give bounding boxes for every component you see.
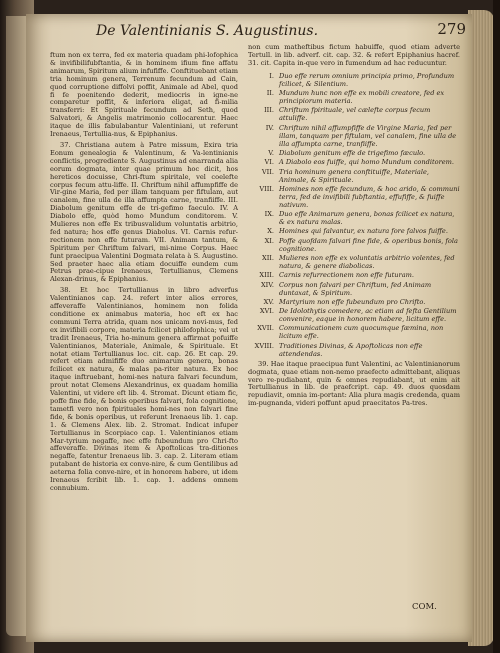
item-number: XVII. (257, 324, 274, 333)
item-text: Mulieres non effe ex voluntatis arbitrio volentes, fed natura, & genere diabolicas. (279, 253, 455, 270)
list-item (248, 342, 460, 358)
item-number: XV. (263, 297, 274, 306)
item-number: XVI. (259, 307, 274, 316)
item-text: A Diabolo eos fuiffe, qui homo Mundum conditorem. (279, 158, 454, 167)
right-column (248, 44, 460, 408)
list-item (248, 237, 460, 253)
item-text: Chriftum nihil affumpfiffe de Virgine Maria, fed per illam, tanquam per fiftulam, vel canalem, fine ulla de illa affumpta carne, tranfiiffe. (279, 123, 457, 148)
paragraph: non cum matheftibus fictum habuiffe, quod etiam adverte Tertull. in lib. adverf. cit. cap. 32. & refert Epiphanius hacref. 31. cit. Capita in-que vero in fumendum ad hac reducuntur. (248, 43, 460, 67)
item-number: VIII. (259, 184, 274, 193)
item-number: IV. (265, 123, 274, 132)
left-column (50, 52, 238, 493)
item-text: Duo effe rerum omnium principia primo, Profundum fcilicet, & Silentium. (279, 71, 455, 88)
error-list (248, 72, 460, 358)
item-number: X. (267, 227, 274, 236)
item-text: Traditiones Divinas, & Apoftolicas non effe attendendas. (279, 341, 423, 358)
item-number: XIV. (260, 280, 274, 289)
list-item (248, 210, 460, 226)
list-item (248, 227, 460, 235)
list-item (248, 254, 460, 270)
item-number: XIII. (259, 271, 274, 280)
item-text: Tria hominum genera conftituiffe, Materiale, Animale, & Spirituale. (279, 167, 429, 184)
paragraph: 38. Et hoc Tertullianus in libro adverfus Valentinianos cap. 24. refert inter alios errores, affeveraffe Valentinianos, hominem non folida conditione ex animabus materia, hoc eft ex hac communi Terra atrida, quam nos unicam novi-mus, fed ex invifibili corpore, materia fcilicet philofophica; vel ut tradit Irenaeus, Tria ho-minum genera affirmat pofuiffe Valentinianos, Materiale, Animale, & Spirituale. Et notat etiam Tertullianus loc. cit. cap. 26. Et cap. 29. refert etiam admififfe duo animarum genera, bonas fcilicet ex natura, & malas pa-riter natura. Ex hoc itaque inftruebant, homi-nes natura falvari fecundum, prout notat Clemens Alexandrinus, ex quadam homilia Valentini, ut videre eft lib. 4. Stromat. Dicunt etiam fic, poffe fine fide, & bonis operibus falvari, fola cognitione, tametfi vero non fpirituales homi-nes non falvari fine fide, & bonis operibus, ut referunt Irenaeus lib. 1. cap. 1. & Clemens Alex. lib. 2. Stromat. Indicat infuper Tertullianus in Scorpiaco cap. 1. Valentinianos etiam Mar-tyrium negaffe, nec effe fubeundum pro Chri-fto affeveraffe. Divinas item & Apoftolicas tra-ditiones negaffe, fatentur Irenaeus lib. 3. cap. 2. Literam etiam putabant de historia ex conve-nire, & cum Gentilibus ad aeterna folia conve-nire, et in honorem habere, ut idem Irenaeus fcribit lib. 1. cap. 1. addens omnem connubium. (50, 286, 238, 492)
item-text: Homines non effe fecundum, & hoc arido, & communi terra, fed de invifibili fubftantia, effufiffe, & fuiffe nativum. (279, 184, 460, 209)
item-number: VI. (264, 158, 274, 167)
item-text: Duo effe Animarum genera, bonas fcilicet ex natura, & ex natura malas. (279, 210, 455, 227)
item-number: XVIII. (254, 341, 274, 350)
paragraph: ftum non ex terra, fed ex materia quadam phi-lofophica & invifibilifubftantia, & in hominem ifium fine affatu animarum, Spiritum alium infufiffe. Conftituebant etiam tria hominum genera, Terrenum fecundum ad Cain, quod corruptione diffolvi poffit, Animale ad Abel, quod fi fe poenitendo dederit, mediocris in igne-ne comparetur poffit, & inferiora eligat, ad fi-milia transferri: Et Spirituale fecundum ad Seth, quod Salvatori, & Angelis matrimonio collocarentur. Haec itaque de illis fabulabantur Valentiniani, ut referunt Irenaeus, Tertullia-nus, & Epiphanius. (50, 51, 238, 139)
list-item (248, 185, 460, 209)
paragraph: 37. Christiana autem à Patre missum, Exira tria Eonum genealogia & Valentinum, & Va-lentinianis conflictis, progrediente S. Augustinus ad enarranda alia eorum dogmata, inter quae primum hoc dicit, hos hereticos docuisse, Chri-ftum spiritale, vel coelefte corpus fecum attu-liffe. II. Chriftum nihil affumpfiffe de Vir-gine Maria, fed per illam tanquam per fiftulam, aut canalem, fine ulla de illa affumpta carne, tranfiiffe. III. Diabolum genitum effe de tri-gefimo faeculo. IV. A Diabolo effe, quòd homo Mundum conditorem. V. Mulieres non effe Ex tribusvalidum voluntatis arbitrio, fed natura; hos effe genus Diabolus. VI. Carnis refur-rectionem non effe futuram. VII. Animam tantum, & Spiritum per Chriftum falvari, mi-nime Corpus. Haec funt praecipua Valentini Dogmata relata à S. Augustino. Sed praeter haec alia etiam docuiffe eundem cum Petrus prae-cipue Irenaeus, Tertullianus, Clemens Alexan-drinus, & Epiphanius. (50, 140, 238, 284)
list-item (248, 281, 460, 297)
item-number: XII. (262, 253, 274, 262)
list-item (248, 298, 460, 306)
item-number: I. (269, 71, 274, 80)
list-item (248, 158, 460, 166)
book-cover-edge (493, 0, 500, 653)
item-number: II. (266, 89, 274, 98)
book-page (26, 14, 472, 642)
item-text: Communicationem cum quocumque fæmina, non licitum effe. (279, 324, 444, 341)
list-item (248, 168, 460, 184)
paragraph: 39. Hae itaque praecipua funt Valentini, ac Valentinianorum dogmata, quae etiam non-nemo praefecto admittebant, aliquas vero re-pudiabant, quin & omnes repudiabant, ut enim ait Tertullianus in lib. de praefcript. cap. 49. duos quosdam repudiavit, omnia im-portant: Alia plura magis credenda, quam im-pugnanda, videri poffunt apud praecitatos Pa-tres. (248, 359, 460, 408)
item-number: IX. (264, 210, 274, 219)
list-item (248, 89, 460, 105)
item-text: De Idolothytis comedere, ac etiam ad fefta Gentilium convenire, eaque in honorem habere, licitum effe. (279, 307, 457, 324)
item-text: Poffe quofdam falvari fine fide, & operibus bonis, fola cognitione. (279, 236, 458, 253)
item-text: Diabolum genitum effe de trigefimo fæculo. (279, 148, 426, 157)
list-item (248, 72, 460, 88)
running-head (96, 20, 466, 42)
item-text: Homines qui falvantur, ex natura fore falvos fuiffe. (279, 227, 448, 236)
list-item (248, 307, 460, 323)
running-head-title: De Valentinianis S. Augustinus. (96, 23, 319, 39)
page-number: 279 (437, 20, 466, 38)
item-text: Carnis refurrectionem non effe futuram. (279, 271, 414, 280)
item-text: Mundum hunc non effe ex mobili creatore, fed ex principiorum materia. (279, 89, 445, 106)
item-number: VII. (261, 167, 274, 176)
catchword: COM. (412, 602, 437, 612)
item-text: Chriftum fpirituale, vel cælefte corpus fecum attuliffe. (279, 106, 431, 123)
item-number: XI. (264, 236, 274, 245)
list-item (248, 124, 460, 148)
list-item (248, 149, 460, 157)
list-item (248, 324, 460, 340)
list-item (248, 271, 460, 279)
item-number: III. (264, 106, 274, 115)
item-text: Corpus non falvari per Chriftum, fed Animam duntaxat, & Spiritum. (279, 280, 432, 297)
item-number: V. (268, 148, 274, 157)
list-item (248, 106, 460, 122)
item-text: Martyrium non effe fubeundum pro Chrifto. (279, 297, 426, 306)
